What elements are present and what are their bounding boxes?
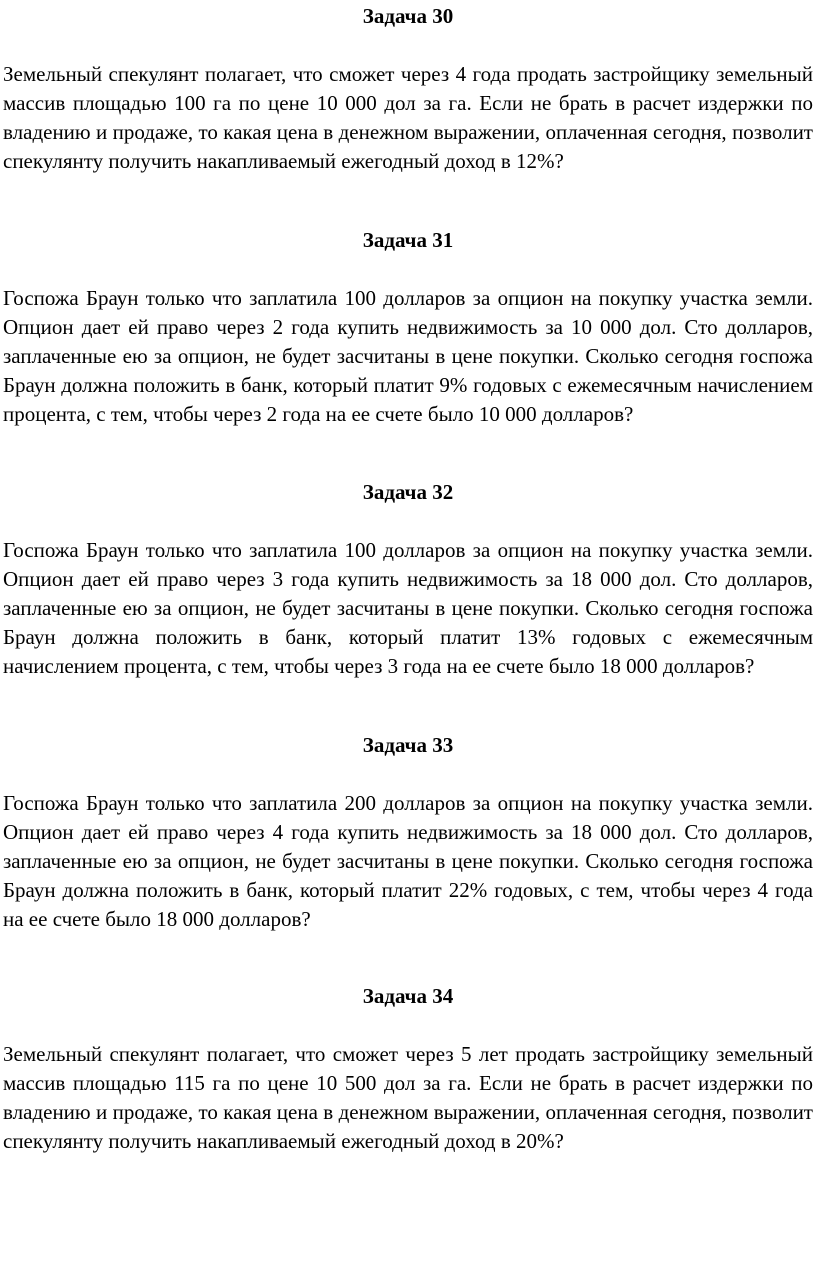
task-31-text: Госпожа Браун только что заплатила 100 долларов за опцион на покупку участка земли. Опцион дает ей право через 2 года купить недвижимость за 10 000 дол. Сто долларов, заплаченные ею за опцион, не будет засчитаны в цене покупки. Сколько сегодня госпожа Браун должна положить в банк, который платит 9% годовых с ежемесячным начислением процента, с тем, чтобы через 2 года на ее счете было 10 000 долларов?	[3, 286, 813, 426]
task-34-text: Земельный спекулянт полагает, что сможет через 5 лет продать застройщику земельный массив площадью 115 га по цене 10 500 дол за га. Если не брать в расчет издержки по владению и продаже, то какая цена в денежном выражении, оплаченная сегодня, позволит спекулянту получить накапливаемый ежегодный доход в 20%?	[3, 1042, 813, 1153]
task-33-title: Задача 33	[362, 733, 454, 757]
task-32-title: Задача 32	[362, 480, 454, 504]
task-33	[3, 731, 813, 934]
task-34-title: Задача 34	[362, 984, 454, 1008]
task-31-title: Задача 31	[362, 228, 454, 252]
task-33-text: Госпожа Браун только что заплатила 200 долларов за опцион на покупку участка земли. Опцион дает ей право через 4 года купить недвижимость за 18 000 дол. Сто долларов, заплаченные ею за опцион, не будет засчитаны в цене покупки. Сколько сегодня госпожа Браун должна положить в банк, который платит 22% годовых, с тем, чтобы через 4 года на ее счете было 18 000 долларов?	[3, 791, 813, 931]
task-32	[3, 478, 813, 681]
task-30-text: Земельный спекулянт полагает, что сможет через 4 года продать застройщику земельный массив площадью 100 га по цене 10 000 дол за га. Если не брать в расчет издержки по владению и продаже, то какая цена в денежном выражении, оплаченная сегодня, позволит спекулянту получить накапливаемый ежегодный доход в 12%?	[3, 62, 813, 173]
task-30-title: Задача 30	[362, 4, 454, 28]
task-34	[3, 982, 813, 1156]
task-31	[3, 226, 813, 429]
task-30	[3, 2, 813, 176]
task-32-text: Госпожа Браун только что заплатила 100 долларов за опцион на покупку участка земли. Опцион дает ей право через 3 года купить недвижимость за 18 000 дол. Сто долларов, заплаченные ею за опцион, не будет засчитаны в цене покупки. Сколько сегодня госпожа Браун должна положить в банк, который платит 13% годовых с ежемесячным начислением процента, с тем, чтобы через 3 года на ее счете было 18 000 долларов?	[3, 538, 813, 678]
